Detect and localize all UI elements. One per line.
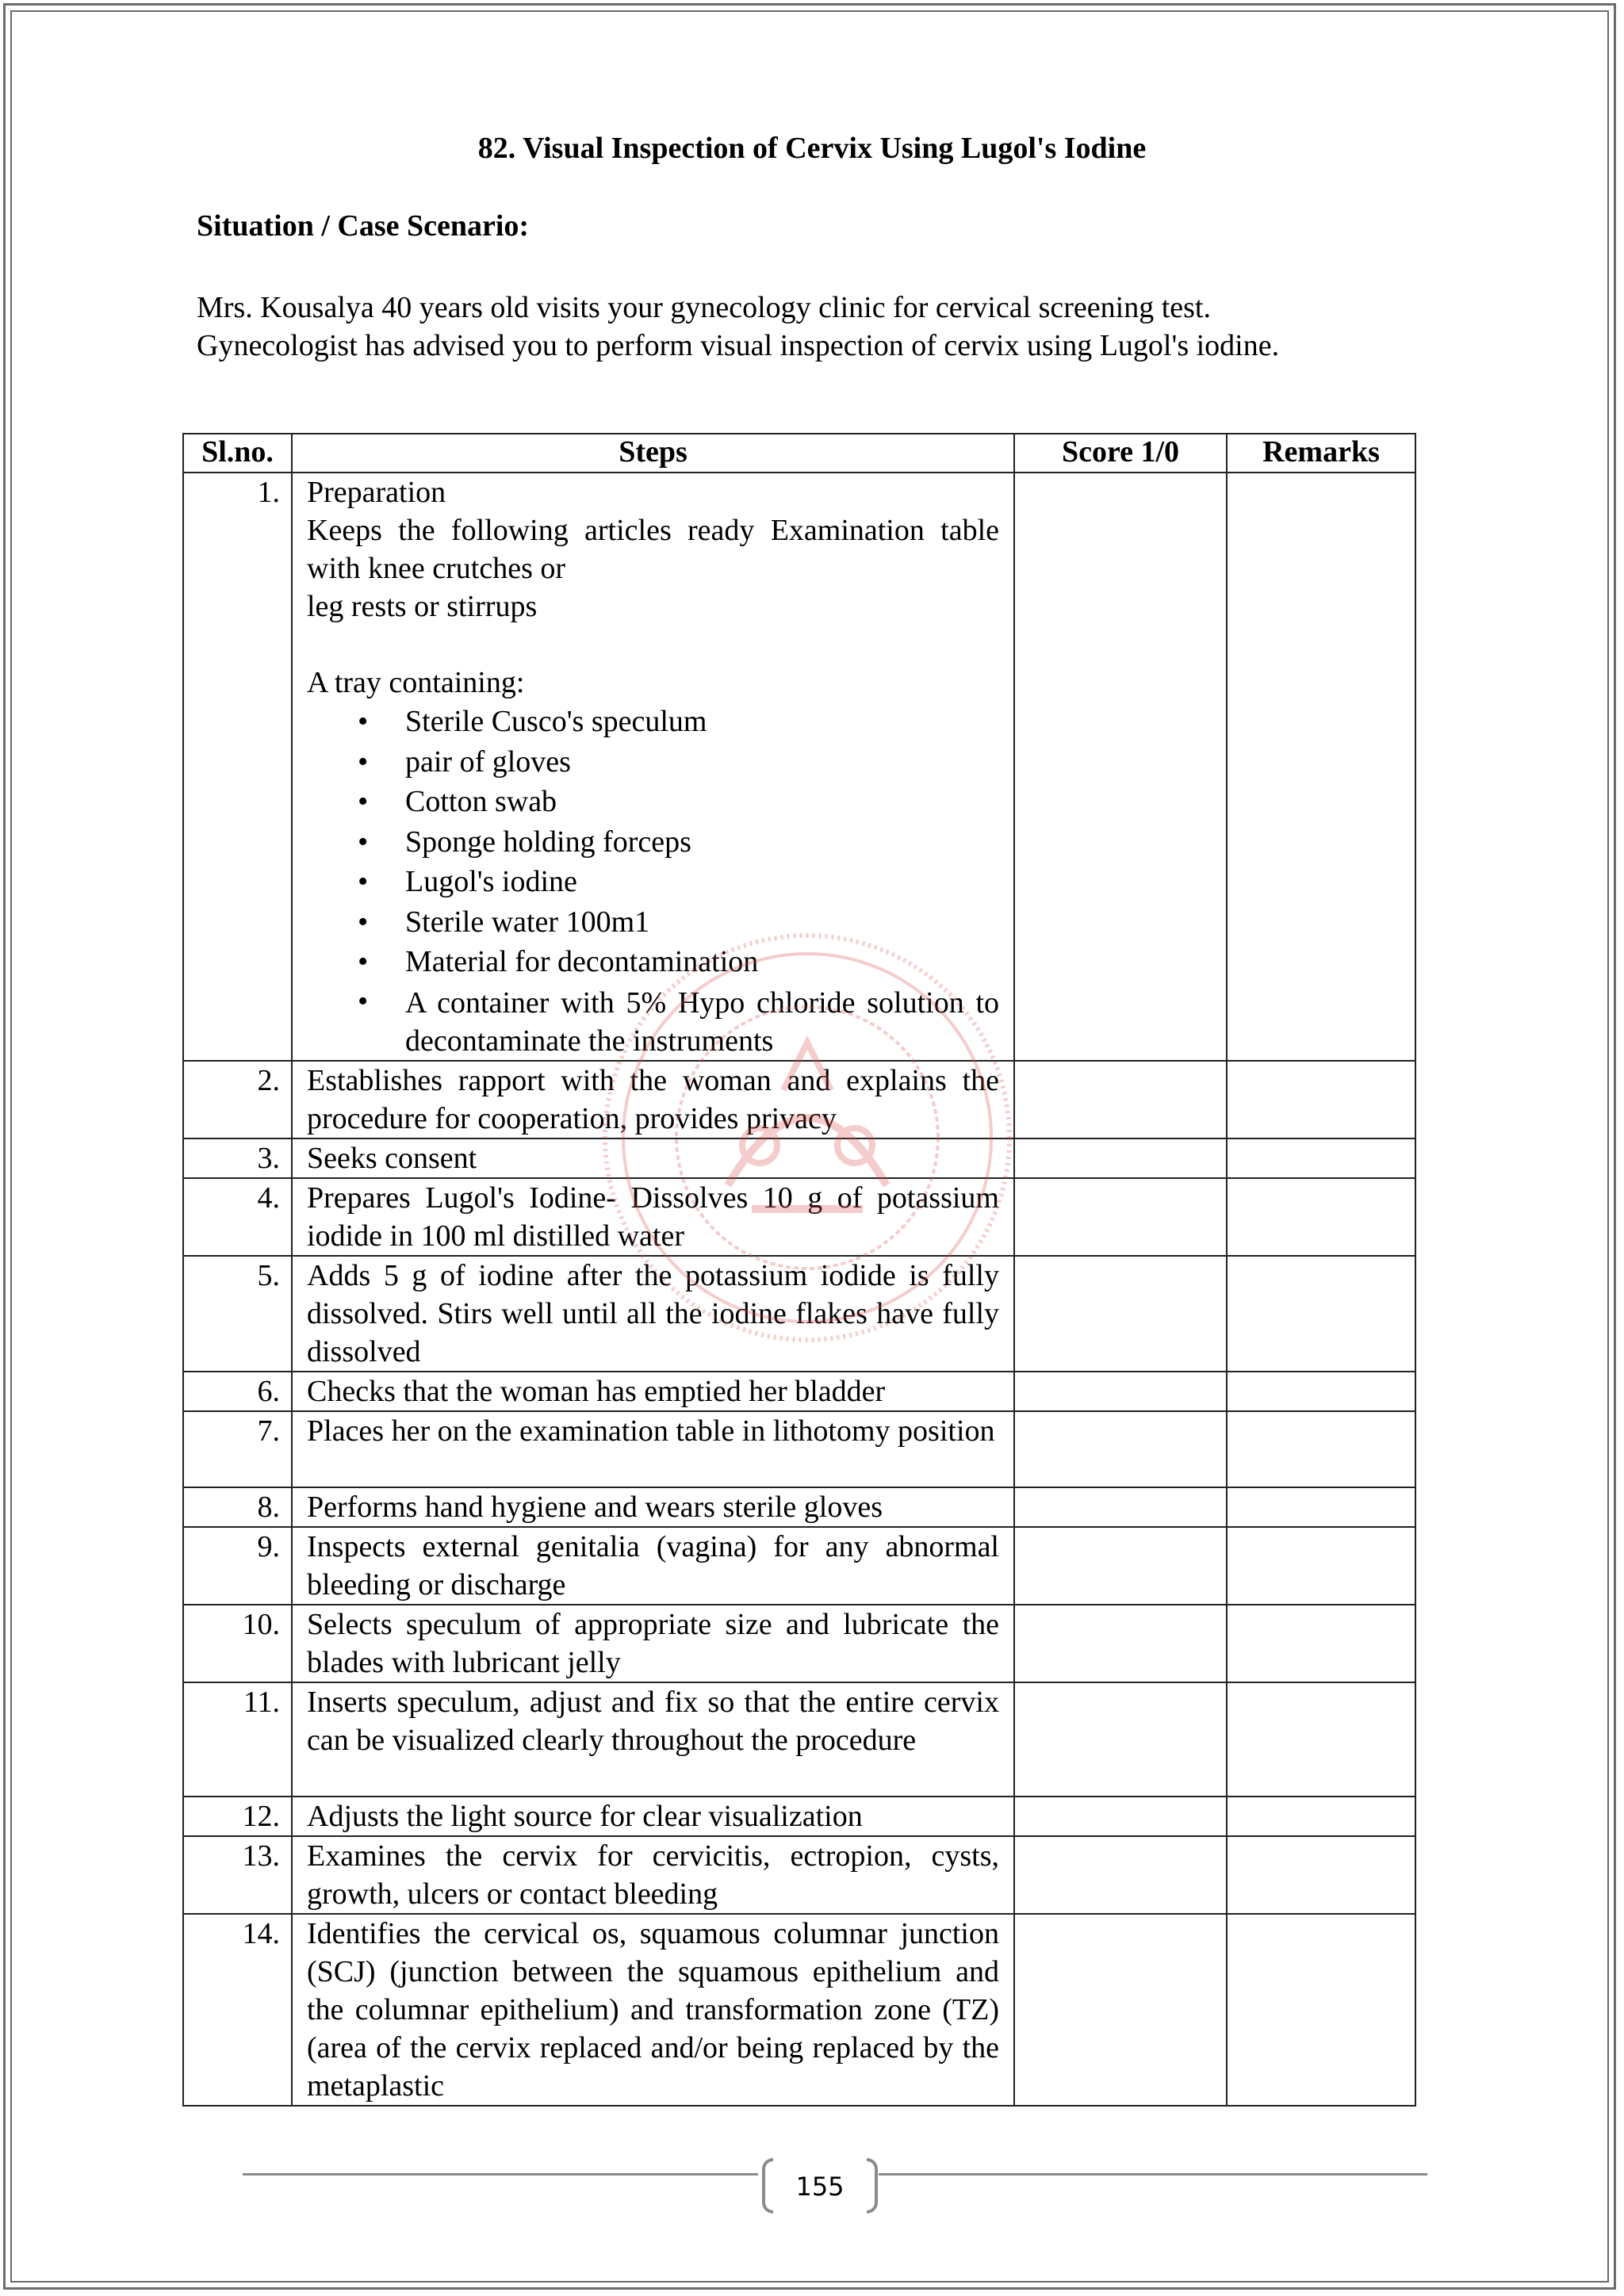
header-score: Score 1/0 [1014, 434, 1227, 473]
preparation-text: Keeps the following articles ready Examination table with knee crutches or [307, 514, 999, 585]
table-row [183, 1914, 1415, 2106]
page-number-bracket-right [867, 2158, 878, 2214]
table-row [183, 1138, 1415, 1178]
step-number: 14. [183, 1914, 292, 2106]
footer-rule-right [879, 2173, 1427, 2175]
score-cell[interactable] [1014, 1372, 1227, 1411]
table-row [183, 1605, 1415, 1682]
table-row [183, 1178, 1415, 1256]
preparation-heading: Preparation [307, 476, 446, 509]
score-cell[interactable] [1014, 1797, 1227, 1836]
step-text: Seeks consent [292, 1138, 1014, 1178]
remarks-cell[interactable] [1227, 1411, 1415, 1487]
step-number: 3. [183, 1138, 292, 1178]
table-header-row [183, 434, 1415, 473]
list-item: • Cotton swab [307, 782, 999, 822]
step-text: Inserts speculum, adjust and fix so that the entire cervix can be visualized clearly throughout the procedure [292, 1682, 1014, 1797]
step-number: 1. [183, 473, 292, 1061]
step-number: 6. [183, 1372, 292, 1411]
tray-item-list [307, 702, 999, 1060]
remarks-cell[interactable] [1227, 1372, 1415, 1411]
list-item: • Lugol's iodine [307, 862, 999, 902]
header-slno: Sl.no. [183, 434, 292, 473]
table-row [183, 1682, 1415, 1797]
list-item: • Material for decontamination [307, 942, 999, 982]
step-text: Checks that the woman has emptied her bladder [292, 1372, 1014, 1411]
step-text: Inspects external genitalia (vagina) for any abnormal bleeding or discharge [292, 1527, 1014, 1605]
table-row [183, 1061, 1415, 1138]
situation-heading: Situation / Case Scenario: [197, 209, 530, 243]
bullet-icon: • [358, 785, 369, 818]
footer-rule-left [243, 2173, 758, 2175]
step-text: Examines the cervix for cervicitis, ectropion, cysts, growth, ulcers or contact bleeding [292, 1836, 1014, 1914]
preparation-text-2: leg rests or stirrups [307, 590, 538, 623]
list-item: • Sterile water 100m1 [307, 902, 999, 943]
table-row [183, 473, 1415, 1061]
bullet-icon: • [358, 705, 369, 738]
remarks-cell[interactable] [1227, 1836, 1415, 1914]
step-text: Places her on the examination table in lithotomy position [292, 1411, 1014, 1487]
page-number-bracket-left [762, 2158, 773, 2214]
score-cell[interactable] [1014, 1605, 1227, 1682]
list-item: • A container with 5% Hypo chloride solution to decontaminate the instruments [307, 982, 999, 1060]
scenario-line: Mrs. Kousalya 40 years old visits your gynecology clinic for cervical screening test. [197, 291, 1211, 324]
step-text: Performs hand hygiene and wears sterile gloves [292, 1487, 1014, 1527]
step-number: 4. [183, 1178, 292, 1256]
table-row [183, 1372, 1415, 1411]
page-number: 155 [795, 2172, 845, 2202]
remarks-cell[interactable] [1227, 1682, 1415, 1797]
step-text [292, 473, 1014, 1061]
score-cell[interactable] [1014, 473, 1227, 1061]
remarks-cell[interactable] [1227, 1797, 1415, 1836]
remarks-cell[interactable] [1227, 1256, 1415, 1372]
step-number: 9. [183, 1527, 292, 1605]
list-item: • Sponge holding forceps [307, 822, 999, 863]
step-text: Adds 5 g of iodine after the potassium iodide is fully dissolved. Stirs well until all the iodine flakes have fully dissolved [292, 1256, 1014, 1372]
step-number: 10. [183, 1605, 292, 1682]
remarks-cell[interactable] [1227, 1914, 1415, 2106]
step-text: Selects speculum of appropriate size and lubricate the blades with lubricant jelly [292, 1605, 1014, 1682]
header-steps: Steps [292, 434, 1014, 473]
score-cell[interactable] [1014, 1411, 1227, 1487]
bullet-icon: • [358, 945, 369, 978]
score-cell[interactable] [1014, 1256, 1227, 1372]
score-cell[interactable] [1014, 1061, 1227, 1138]
table-row [183, 1836, 1415, 1914]
bullet-icon: • [358, 905, 369, 939]
remarks-cell[interactable] [1227, 1138, 1415, 1178]
score-cell[interactable] [1014, 1487, 1227, 1527]
step-number: 13. [183, 1836, 292, 1914]
remarks-cell[interactable] [1227, 473, 1415, 1061]
remarks-cell[interactable] [1227, 1178, 1415, 1256]
step-text: Prepares Lugol's Iodine- Dissolves 10 g of potassium iodide in 100 ml distilled water [292, 1178, 1014, 1256]
procedure-checklist-table [182, 433, 1416, 2107]
list-item: • Sterile Cusco's speculum [307, 702, 999, 742]
bullet-icon: • [358, 984, 369, 1018]
score-cell[interactable] [1014, 1178, 1227, 1256]
tray-heading: A tray containing: [307, 666, 525, 699]
remarks-cell[interactable] [1227, 1527, 1415, 1605]
table-row [183, 1411, 1415, 1487]
table-row [183, 1256, 1415, 1372]
bullet-icon: • [358, 865, 369, 898]
remarks-cell[interactable] [1227, 1605, 1415, 1682]
score-cell[interactable] [1014, 1682, 1227, 1797]
score-cell[interactable] [1014, 1836, 1227, 1914]
header-remarks: Remarks [1227, 434, 1415, 473]
scenario-line: Gynecologist has advised you to perform visual inspection of cervix using Lugol's iodine. [197, 329, 1280, 362]
bullet-icon: • [358, 744, 369, 779]
step-number: 7. [183, 1411, 292, 1487]
step-number: 12. [183, 1797, 292, 1836]
list-item: • pair of gloves [307, 742, 999, 783]
step-text: Adjusts the light source for clear visualization [292, 1797, 1014, 1836]
score-cell[interactable] [1014, 1138, 1227, 1178]
remarks-cell[interactable] [1227, 1487, 1415, 1527]
table-row [183, 1797, 1415, 1836]
step-number: 2. [183, 1061, 292, 1138]
step-number: 11. [183, 1682, 292, 1797]
step-text: Establishes rapport with the woman and explains the procedure for cooperation, provides privacy [292, 1061, 1014, 1138]
bullet-icon: • [358, 825, 369, 859]
score-cell[interactable] [1014, 1527, 1227, 1605]
score-cell[interactable] [1014, 1914, 1227, 2106]
step-number: 8. [183, 1487, 292, 1527]
step-text: Identifies the cervical os, squamous columnar junction (SCJ) (junction between the squamous epithelium and the columnar epithelium) and transformation zone (TZ) (area of the cervix replaced and/or being replaced by the metaplastic [292, 1914, 1014, 2106]
case-scenario [197, 289, 1418, 365]
table-row [183, 1527, 1415, 1605]
remarks-cell[interactable] [1227, 1061, 1415, 1138]
document-title: 82. Visual Inspection of Cervix Using Lugol's Iodine [477, 132, 1147, 165]
step-number: 5. [183, 1256, 292, 1372]
table-row [183, 1487, 1415, 1527]
